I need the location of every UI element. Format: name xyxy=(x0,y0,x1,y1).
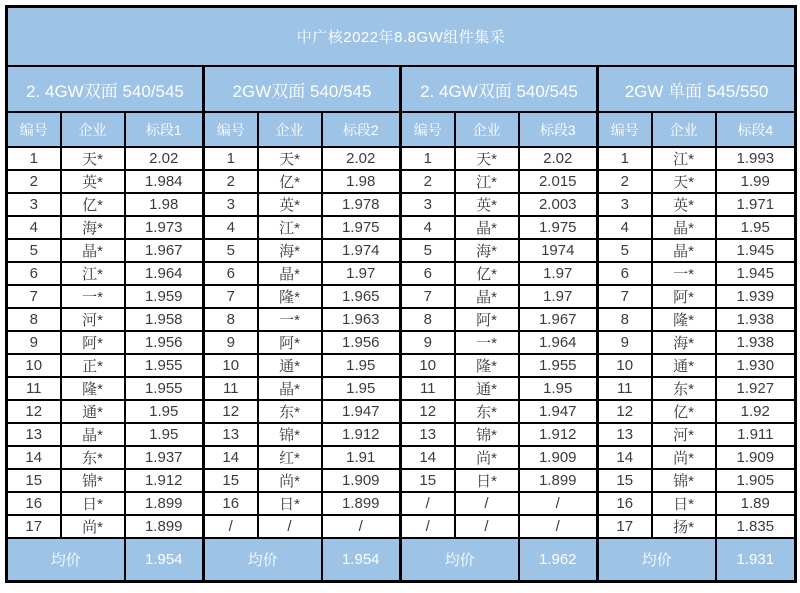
price-cell: 1.912 xyxy=(322,423,401,446)
row-number-cell: 1 xyxy=(401,147,455,170)
company-cell: 亿* xyxy=(455,262,519,285)
row-number-cell: 4 xyxy=(401,216,455,239)
company-cell: 一* xyxy=(258,308,322,331)
row-number-cell: 5 xyxy=(7,239,61,262)
price-cell: 1.945 xyxy=(716,239,796,262)
price-cell: 1.975 xyxy=(519,216,598,239)
row-number-cell: 16 xyxy=(598,492,652,515)
price-cell: 1.92 xyxy=(716,400,796,423)
price-cell: 1.964 xyxy=(125,262,204,285)
table-row xyxy=(7,492,796,515)
price-cell: 1.97 xyxy=(519,262,598,285)
price-cell: 1.955 xyxy=(519,354,598,377)
table-row xyxy=(7,308,796,331)
price-cell: 1.974 xyxy=(322,239,401,262)
price-cell: 1.984 xyxy=(125,170,204,193)
company-cell: 日* xyxy=(61,492,125,515)
table-row xyxy=(7,170,796,193)
price-cell: 1.911 xyxy=(716,423,796,446)
company-cell: 江* xyxy=(455,170,519,193)
col-header-section: 标段1 xyxy=(125,112,204,147)
company-cell: / xyxy=(455,492,519,515)
row-number-cell: 15 xyxy=(401,469,455,492)
col-header-number: 编号 xyxy=(7,112,61,147)
row-number-cell: 3 xyxy=(204,193,258,216)
row-number-cell: 9 xyxy=(204,331,258,354)
company-cell: 日* xyxy=(455,469,519,492)
table-row xyxy=(7,216,796,239)
title-row xyxy=(7,7,796,67)
price-cell: 1.95 xyxy=(125,423,204,446)
price-cell: 1.947 xyxy=(322,400,401,423)
price-cell: 1.993 xyxy=(716,147,796,170)
company-cell: 江* xyxy=(652,147,716,170)
price-cell: 1.971 xyxy=(716,193,796,216)
row-number-cell: 8 xyxy=(7,308,61,331)
row-number-cell: 1 xyxy=(204,147,258,170)
company-cell: 晶* xyxy=(652,239,716,262)
row-number-cell: 8 xyxy=(598,308,652,331)
row-number-cell: 12 xyxy=(598,400,652,423)
group-header-row xyxy=(7,66,796,112)
avg-value-cell: 1.931 xyxy=(716,538,796,582)
price-cell: 1.899 xyxy=(519,469,598,492)
price-cell: 2.02 xyxy=(322,147,401,170)
row-number-cell: / xyxy=(204,515,258,538)
company-cell: 阿* xyxy=(652,285,716,308)
company-cell: 河* xyxy=(652,423,716,446)
company-cell: 尚* xyxy=(258,469,322,492)
price-cell: 1.905 xyxy=(716,469,796,492)
row-number-cell: 14 xyxy=(204,446,258,469)
price-cell: 1.956 xyxy=(125,331,204,354)
procurement-price-table-wrapper xyxy=(5,5,797,583)
table-row xyxy=(7,515,796,538)
table-row xyxy=(7,377,796,400)
company-cell: 隆* xyxy=(455,354,519,377)
row-number-cell: 2 xyxy=(7,170,61,193)
table-row xyxy=(7,331,796,354)
company-cell: 东* xyxy=(455,400,519,423)
price-cell: 1.95 xyxy=(716,216,796,239)
price-cell: 2.015 xyxy=(519,170,598,193)
company-cell: 天* xyxy=(61,147,125,170)
row-number-cell: 5 xyxy=(598,239,652,262)
price-cell: 1.89 xyxy=(716,492,796,515)
price-cell: 1.978 xyxy=(322,193,401,216)
row-number-cell: 14 xyxy=(598,446,652,469)
row-number-cell: 4 xyxy=(7,216,61,239)
row-number-cell: 17 xyxy=(598,515,652,538)
company-cell: 英* xyxy=(61,170,125,193)
row-number-cell: 10 xyxy=(204,354,258,377)
price-cell: 1.97 xyxy=(322,262,401,285)
price-cell: 2.02 xyxy=(519,147,598,170)
company-cell: 阿* xyxy=(61,331,125,354)
row-number-cell: 3 xyxy=(7,193,61,216)
company-cell: 尚* xyxy=(455,446,519,469)
row-number-cell: 13 xyxy=(7,423,61,446)
row-number-cell: 2 xyxy=(598,170,652,193)
company-cell: 晶* xyxy=(455,285,519,308)
row-number-cell: 5 xyxy=(204,239,258,262)
price-cell: 1.912 xyxy=(125,469,204,492)
row-number-cell: 11 xyxy=(7,377,61,400)
row-number-cell: 14 xyxy=(401,446,455,469)
company-cell: 隆* xyxy=(652,308,716,331)
group-header: 2GW双面 540/545 xyxy=(204,66,401,112)
average-row xyxy=(7,538,796,582)
group-header: 2GW 单面 545/550 xyxy=(598,66,796,112)
table-row xyxy=(7,446,796,469)
company-cell: 红* xyxy=(258,446,322,469)
company-cell: 海* xyxy=(61,216,125,239)
price-cell: 1.967 xyxy=(125,239,204,262)
company-cell: 英* xyxy=(652,193,716,216)
company-cell: 锦* xyxy=(258,423,322,446)
table-row xyxy=(7,193,796,216)
table-title: 中广核2022年8.8GW组件集采 xyxy=(7,7,796,67)
company-cell: 亿* xyxy=(258,170,322,193)
company-cell: 河* xyxy=(61,308,125,331)
price-cell: 1.956 xyxy=(322,331,401,354)
company-cell: 隆* xyxy=(258,285,322,308)
row-number-cell: 14 xyxy=(7,446,61,469)
row-number-cell: 4 xyxy=(598,216,652,239)
price-cell: 1.955 xyxy=(125,354,204,377)
price-cell: 1.899 xyxy=(125,492,204,515)
price-cell: 1.909 xyxy=(519,446,598,469)
row-number-cell: 7 xyxy=(7,285,61,308)
col-header-section: 标段2 xyxy=(322,112,401,147)
price-cell: 1.91 xyxy=(322,446,401,469)
company-cell: 通* xyxy=(258,354,322,377)
price-cell: 1.909 xyxy=(716,446,796,469)
company-cell: 晶* xyxy=(652,216,716,239)
row-number-cell: 7 xyxy=(401,285,455,308)
company-cell: 海* xyxy=(652,331,716,354)
row-number-cell: 2 xyxy=(401,170,455,193)
price-cell: 1.937 xyxy=(125,446,204,469)
price-cell: 1.95 xyxy=(519,377,598,400)
row-number-cell: 2 xyxy=(204,170,258,193)
avg-label-cell: 均价 xyxy=(204,538,322,582)
row-number-cell: 16 xyxy=(7,492,61,515)
col-header-company: 企业 xyxy=(455,112,519,147)
row-number-cell: 1 xyxy=(598,147,652,170)
company-cell: 晶* xyxy=(258,262,322,285)
col-header-number: 编号 xyxy=(204,112,258,147)
company-cell: 阿* xyxy=(258,331,322,354)
column-header-row xyxy=(7,112,796,147)
col-header-company: 企业 xyxy=(61,112,125,147)
table-row xyxy=(7,285,796,308)
row-number-cell: 12 xyxy=(7,400,61,423)
row-number-cell: 8 xyxy=(401,308,455,331)
company-cell: 天* xyxy=(258,147,322,170)
row-number-cell: 5 xyxy=(401,239,455,262)
price-cell: / xyxy=(519,515,598,538)
company-cell: 东* xyxy=(652,377,716,400)
company-cell: 亿* xyxy=(652,400,716,423)
company-cell: 一* xyxy=(455,331,519,354)
row-number-cell: 10 xyxy=(401,354,455,377)
table-row xyxy=(7,400,796,423)
company-cell: 通* xyxy=(61,400,125,423)
row-number-cell: 15 xyxy=(204,469,258,492)
avg-value-cell: 1.954 xyxy=(322,538,401,582)
row-number-cell: 10 xyxy=(598,354,652,377)
company-cell: 海* xyxy=(258,239,322,262)
table-row xyxy=(7,147,796,170)
table-row xyxy=(7,469,796,492)
row-number-cell: 13 xyxy=(204,423,258,446)
company-cell: / xyxy=(258,515,322,538)
company-cell: 晶* xyxy=(61,423,125,446)
col-header-section: 标段4 xyxy=(716,112,796,147)
avg-label-cell: 均价 xyxy=(401,538,519,582)
price-cell: 1.909 xyxy=(322,469,401,492)
row-number-cell: 13 xyxy=(401,423,455,446)
row-number-cell: 9 xyxy=(401,331,455,354)
table-row xyxy=(7,354,796,377)
row-number-cell: 6 xyxy=(204,262,258,285)
company-cell: 英* xyxy=(455,193,519,216)
price-cell: 1.930 xyxy=(716,354,796,377)
company-cell: 晶* xyxy=(258,377,322,400)
company-cell: 扬* xyxy=(652,515,716,538)
company-cell: 通* xyxy=(455,377,519,400)
company-cell: 一* xyxy=(652,262,716,285)
row-number-cell: 9 xyxy=(598,331,652,354)
company-cell: 正* xyxy=(61,354,125,377)
company-cell: 江* xyxy=(61,262,125,285)
price-cell: 1.964 xyxy=(519,331,598,354)
row-number-cell: 15 xyxy=(598,469,652,492)
price-cell: 1.959 xyxy=(125,285,204,308)
price-cell: 1.912 xyxy=(519,423,598,446)
company-cell: 晶* xyxy=(61,239,125,262)
price-cell: 1.963 xyxy=(322,308,401,331)
row-number-cell: 12 xyxy=(204,400,258,423)
company-cell: 锦* xyxy=(652,469,716,492)
table-row xyxy=(7,239,796,262)
price-cell: 1.927 xyxy=(716,377,796,400)
row-number-cell: 11 xyxy=(204,377,258,400)
price-cell: / xyxy=(322,515,401,538)
company-cell: 江* xyxy=(258,216,322,239)
price-cell: 1.95 xyxy=(322,377,401,400)
row-number-cell: 6 xyxy=(401,262,455,285)
company-cell: 隆* xyxy=(61,377,125,400)
row-number-cell: 1 xyxy=(7,147,61,170)
price-cell: 1.975 xyxy=(322,216,401,239)
company-cell: 尚* xyxy=(61,515,125,538)
col-header-number: 编号 xyxy=(401,112,455,147)
table-row xyxy=(7,423,796,446)
col-header-number: 编号 xyxy=(598,112,652,147)
avg-label-cell: 均价 xyxy=(7,538,125,582)
price-cell: 1.965 xyxy=(322,285,401,308)
row-number-cell: / xyxy=(401,515,455,538)
avg-value-cell: 1.954 xyxy=(125,538,204,582)
row-number-cell: 4 xyxy=(204,216,258,239)
price-cell: 1.958 xyxy=(125,308,204,331)
company-cell: 通* xyxy=(652,354,716,377)
price-cell: 1.967 xyxy=(519,308,598,331)
group-header: 2. 4GW双面 540/545 xyxy=(401,66,598,112)
company-cell: 天* xyxy=(652,170,716,193)
price-cell: 1.835 xyxy=(716,515,796,538)
row-number-cell: 12 xyxy=(401,400,455,423)
price-cell: 1.973 xyxy=(125,216,204,239)
price-cell: 1.938 xyxy=(716,308,796,331)
row-number-cell: 6 xyxy=(7,262,61,285)
price-cell: 1.99 xyxy=(716,170,796,193)
company-cell: 阿* xyxy=(455,308,519,331)
col-header-company: 企业 xyxy=(258,112,322,147)
row-number-cell: 11 xyxy=(598,377,652,400)
company-cell: 天* xyxy=(455,147,519,170)
price-cell: 1.95 xyxy=(322,354,401,377)
table-row xyxy=(7,262,796,285)
company-cell: 锦* xyxy=(61,469,125,492)
price-cell: 1.95 xyxy=(125,400,204,423)
price-cell: 1.899 xyxy=(125,515,204,538)
row-number-cell: 7 xyxy=(204,285,258,308)
row-number-cell: 10 xyxy=(7,354,61,377)
company-cell: 亿* xyxy=(61,193,125,216)
row-number-cell: 3 xyxy=(401,193,455,216)
company-cell: 尚* xyxy=(652,446,716,469)
price-cell: 2.003 xyxy=(519,193,598,216)
procurement-price-table xyxy=(5,5,797,583)
price-cell: / xyxy=(519,492,598,515)
company-cell: 锦* xyxy=(455,423,519,446)
price-cell: 1.955 xyxy=(125,377,204,400)
price-cell: 1.97 xyxy=(519,285,598,308)
company-cell: 东* xyxy=(61,446,125,469)
price-cell: 1.899 xyxy=(322,492,401,515)
company-cell: 日* xyxy=(652,492,716,515)
row-number-cell: 8 xyxy=(204,308,258,331)
row-number-cell: 11 xyxy=(401,377,455,400)
company-cell: 晶* xyxy=(455,216,519,239)
avg-value-cell: 1.962 xyxy=(519,538,598,582)
row-number-cell: 6 xyxy=(598,262,652,285)
company-cell: / xyxy=(455,515,519,538)
price-cell: 1974 xyxy=(519,239,598,262)
company-cell: 英* xyxy=(258,193,322,216)
price-cell: 2.02 xyxy=(125,147,204,170)
row-number-cell: 16 xyxy=(204,492,258,515)
row-number-cell: 15 xyxy=(7,469,61,492)
row-number-cell: / xyxy=(401,492,455,515)
col-header-company: 企业 xyxy=(652,112,716,147)
company-cell: 海* xyxy=(455,239,519,262)
row-number-cell: 7 xyxy=(598,285,652,308)
company-cell: 东* xyxy=(258,400,322,423)
row-number-cell: 9 xyxy=(7,331,61,354)
price-cell: 1.945 xyxy=(716,262,796,285)
avg-label-cell: 均价 xyxy=(598,538,716,582)
company-cell: 日* xyxy=(258,492,322,515)
price-cell: 1.98 xyxy=(125,193,204,216)
price-cell: 1.947 xyxy=(519,400,598,423)
row-number-cell: 3 xyxy=(598,193,652,216)
company-cell: 一* xyxy=(61,285,125,308)
row-number-cell: 13 xyxy=(598,423,652,446)
price-cell: 1.98 xyxy=(322,170,401,193)
price-cell: 1.939 xyxy=(716,285,796,308)
col-header-section: 标段3 xyxy=(519,112,598,147)
group-header: 2. 4GW双面 540/545 xyxy=(7,66,204,112)
row-number-cell: 17 xyxy=(7,515,61,538)
price-cell: 1.938 xyxy=(716,331,796,354)
